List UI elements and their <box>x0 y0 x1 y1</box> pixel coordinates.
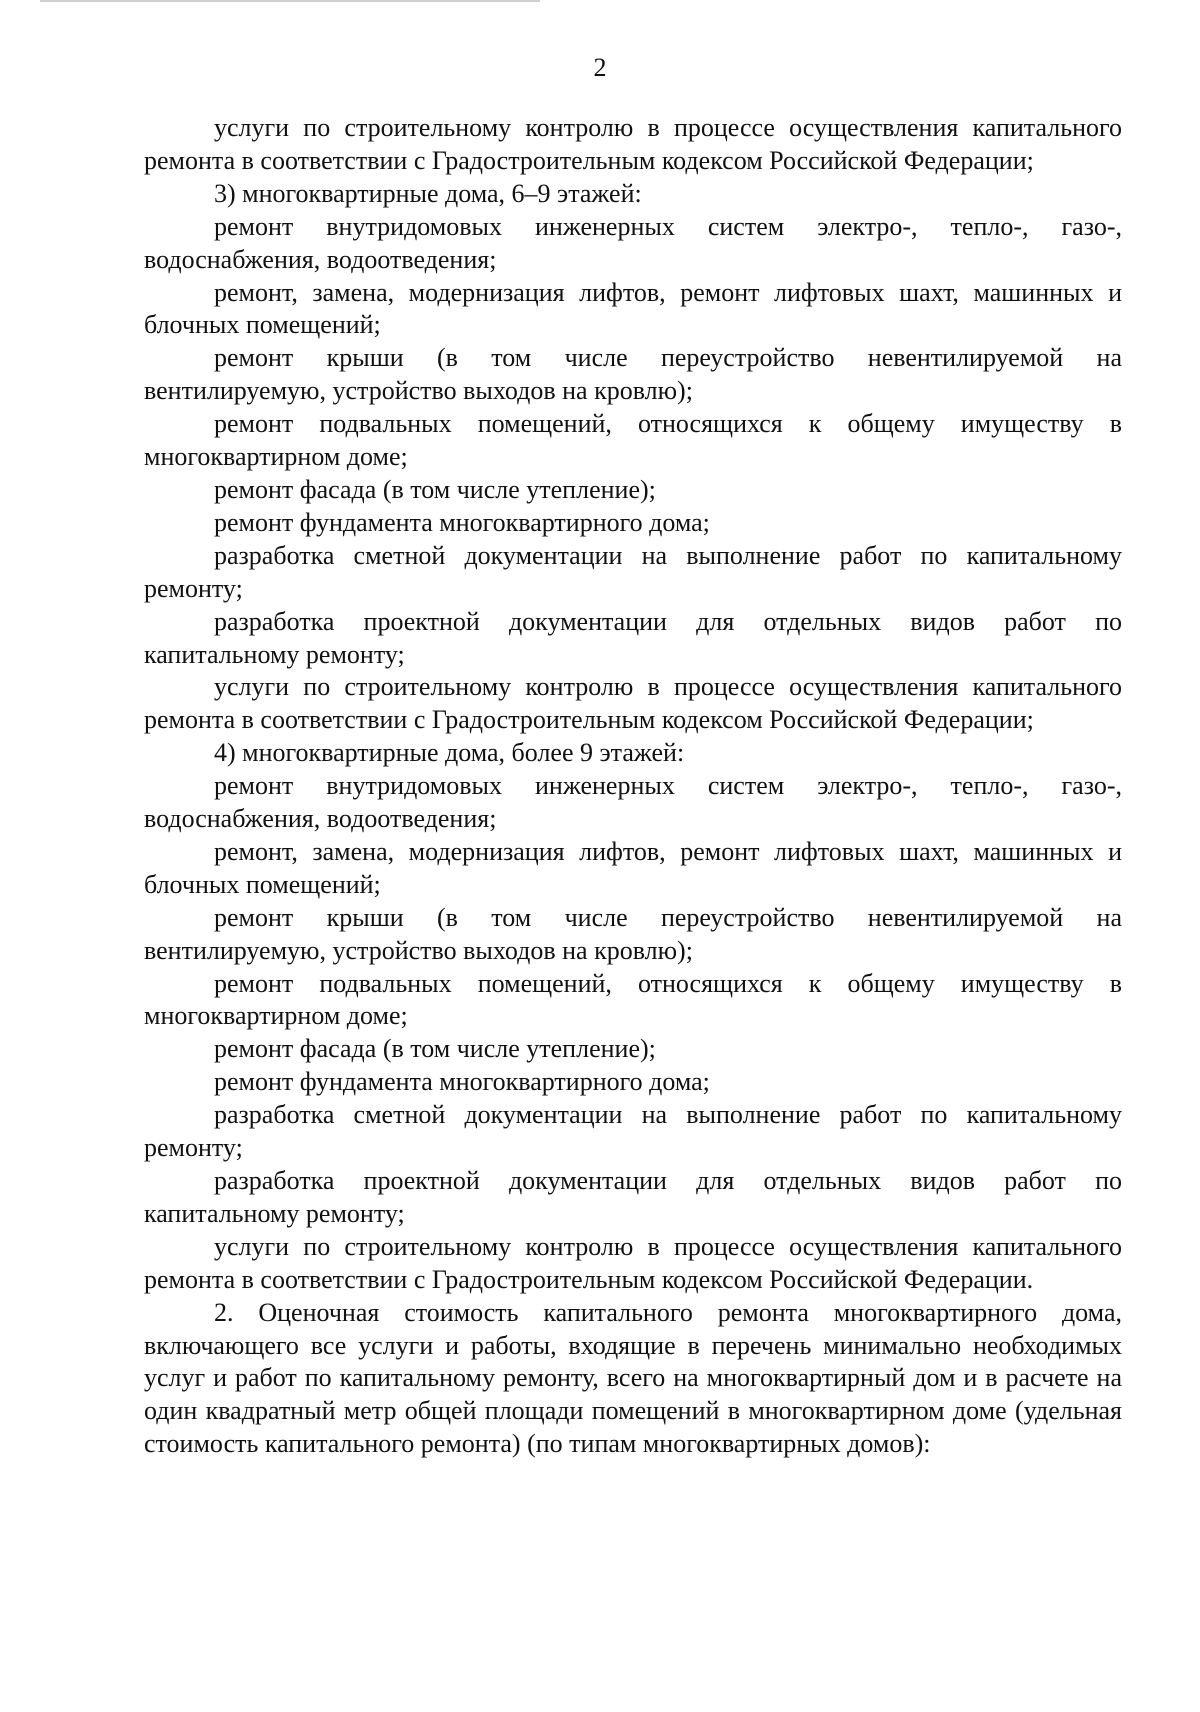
section-heading: 3) многоквартирные дома, 6–9 этажей: <box>214 178 642 208</box>
paragraph: разработка проектной документации для отдельных видов работ по капитальному ремонту; <box>144 1166 1122 1228</box>
paragraph: ремонт крыши (в том числе переустройство невентилируемой на вентилируемую, устройство выходов на кровлю); <box>144 343 1122 406</box>
page-number: 2 <box>593 53 607 82</box>
paragraph: услуги по строительному контролю в процессе осуществления капитального ремонта в соответствии с Градостроительным кодексом Российской Федерации; <box>144 113 1122 175</box>
paragraph: разработка проектной документации для отдельных видов работ по капитальному ремонту; <box>144 606 1122 669</box>
paragraph: 2. Оценочная стоимость капитального ремонта многоквартирного дома, включающего все услуги и работы, входящие в перечень минимально необходимых услуг и работ по капитальному ремонту, всего на многоквартирный дом и в расчете на один квадратный метр общей площади помещений в многоквартирном доме (удельная стоимость капитального ремонта) (по типам многоквартирных домов): <box>144 1297 1122 1459</box>
paragraph: ремонт фасада (в том числе утепление); <box>214 474 656 504</box>
paragraph: ремонт подвальных помещений, относящихся к общему имуществу в многоквартирном доме; <box>144 968 1122 1031</box>
paragraph: разработка сметной документации на выполнение работ по капитальному ремонту; <box>144 540 1122 603</box>
paragraph: разработка сметной документации на выполнение работ по капитальному ремонту; <box>144 1100 1122 1163</box>
document-body <box>144 112 1122 1461</box>
paragraph: ремонт фундамента многоквартирного дома; <box>214 1067 710 1097</box>
section-heading: 4) многоквартирные дома, более 9 этажей: <box>214 738 685 768</box>
paragraph: ремонт, замена, модернизация лифтов, ремонт лифтовых шахт, машинных и блочных помещений; <box>144 836 1122 899</box>
paragraph: ремонт внутридомовых инженерных систем электро-, тепло-, газо-, водоснабжения, водоотведения; <box>144 211 1122 274</box>
scan-edge-line <box>40 0 540 2</box>
paragraph: ремонт подвальных помещений, относящихся к общему имуществу в многоквартирном доме; <box>144 409 1122 472</box>
paragraph: ремонт, замена, модернизация лифтов, ремонт лифтовых шахт, машинных и блочных помещений; <box>144 277 1122 340</box>
paragraph: ремонт крыши (в том числе переустройство невентилируемой на вентилируемую, устройство выходов на кровлю); <box>144 902 1122 965</box>
paragraph: ремонт фундамента многоквартирного дома; <box>214 507 710 537</box>
paragraph: услуги по строительному контролю в процессе осуществления капитального ремонта в соответствии с Градостроительным кодексом Российской Федерации; <box>144 672 1122 735</box>
paragraph: ремонт фасада (в том числе утепление); <box>214 1034 656 1064</box>
paragraph: услуги по строительному контролю в процессе осуществления капитального ремонта в соответствии с Градостроительным кодексом Российской Федерации. <box>144 1231 1122 1294</box>
paragraph: ремонт внутридомовых инженерных систем электро-, тепло-, газо-, водоснабжения, водоотведения; <box>144 771 1122 834</box>
